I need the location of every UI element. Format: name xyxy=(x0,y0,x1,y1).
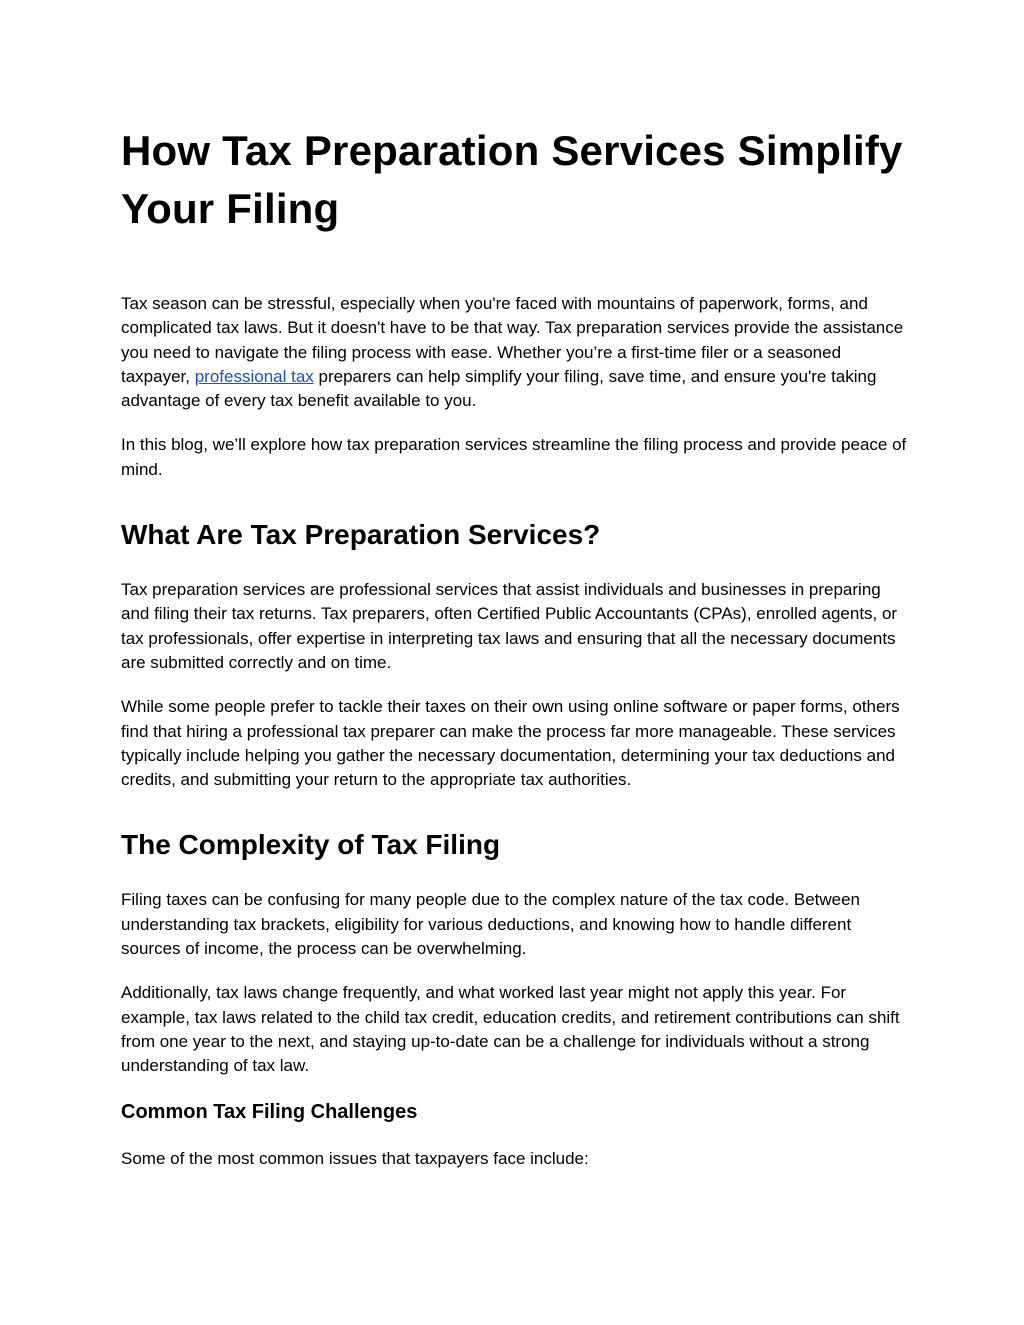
page-title: How Tax Preparation Services Simplify Your Filing xyxy=(121,127,903,232)
intro-paragraph-2: In this blog, we’ll explore how tax preparation services streamline the filing process and provide peace of mind. xyxy=(121,435,907,479)
professional-tax-link[interactable]: professional tax xyxy=(194,366,314,386)
section-heading-what-are-services: What Are Tax Preparation Services? xyxy=(121,519,601,551)
section2-paragraph-3: Some of the most common issues that taxpayers face include: xyxy=(121,1148,589,1168)
section1-paragraph-2: While some people prefer to tackle their taxes on their own using online software or paper forms, others find that hiring a professional tax preparer can make the process far more manageable. These services typically include helping you gather the necessary documentation, determining your tax deductions and credits, and submitting your return to the appropriate tax authorities. xyxy=(121,697,900,790)
intro-paragraph-1 xyxy=(121,292,911,413)
section2-paragraph-2: Additionally, tax laws change frequently, and what worked last year might not apply this year. For example, tax laws related to the child tax credit, education credits, and retirement contributions can shift from one year to the next, and staying up-to-date can be a challenge for individuals without a strong understanding of tax law. xyxy=(121,983,900,1076)
intro-text-after-link: preparers can help simplify your filing, save time, and ensure you're taking advantage of every tax benefit available to you. xyxy=(121,366,877,411)
intro-text-before-link: Tax season can be stressful, especially when you're faced with mountains of paperwork, forms, and complicated tax laws. But it doesn't have to be that way. Tax preparation services provide the assistance you need to navigate the filing process with ease. Whether you’re a first-time filer or a seasoned taxpayer, xyxy=(121,294,904,386)
section-heading-complexity: The Complexity of Tax Filing xyxy=(121,829,501,861)
section1-paragraph-1: Tax preparation services are professional services that assist individuals and businesses in preparing and filing their tax returns. Tax preparers, often Certified Public Accountants (CPAs), enrolled agents, or tax professionals, offer expertise in interpreting tax laws and ensuring that all the necessary documents are submitted correctly and on time. xyxy=(121,580,898,672)
section2-paragraph-1: Filing taxes can be confusing for many people due to the complex nature of the tax code. Between understanding tax brackets, eligibility for various deductions, and knowing how to handle different sources of income, the process can be overwhelming. xyxy=(121,890,861,959)
document-page xyxy=(121,122,911,1191)
subheading-common-challenges: Common Tax Filing Challenges xyxy=(121,1100,418,1123)
